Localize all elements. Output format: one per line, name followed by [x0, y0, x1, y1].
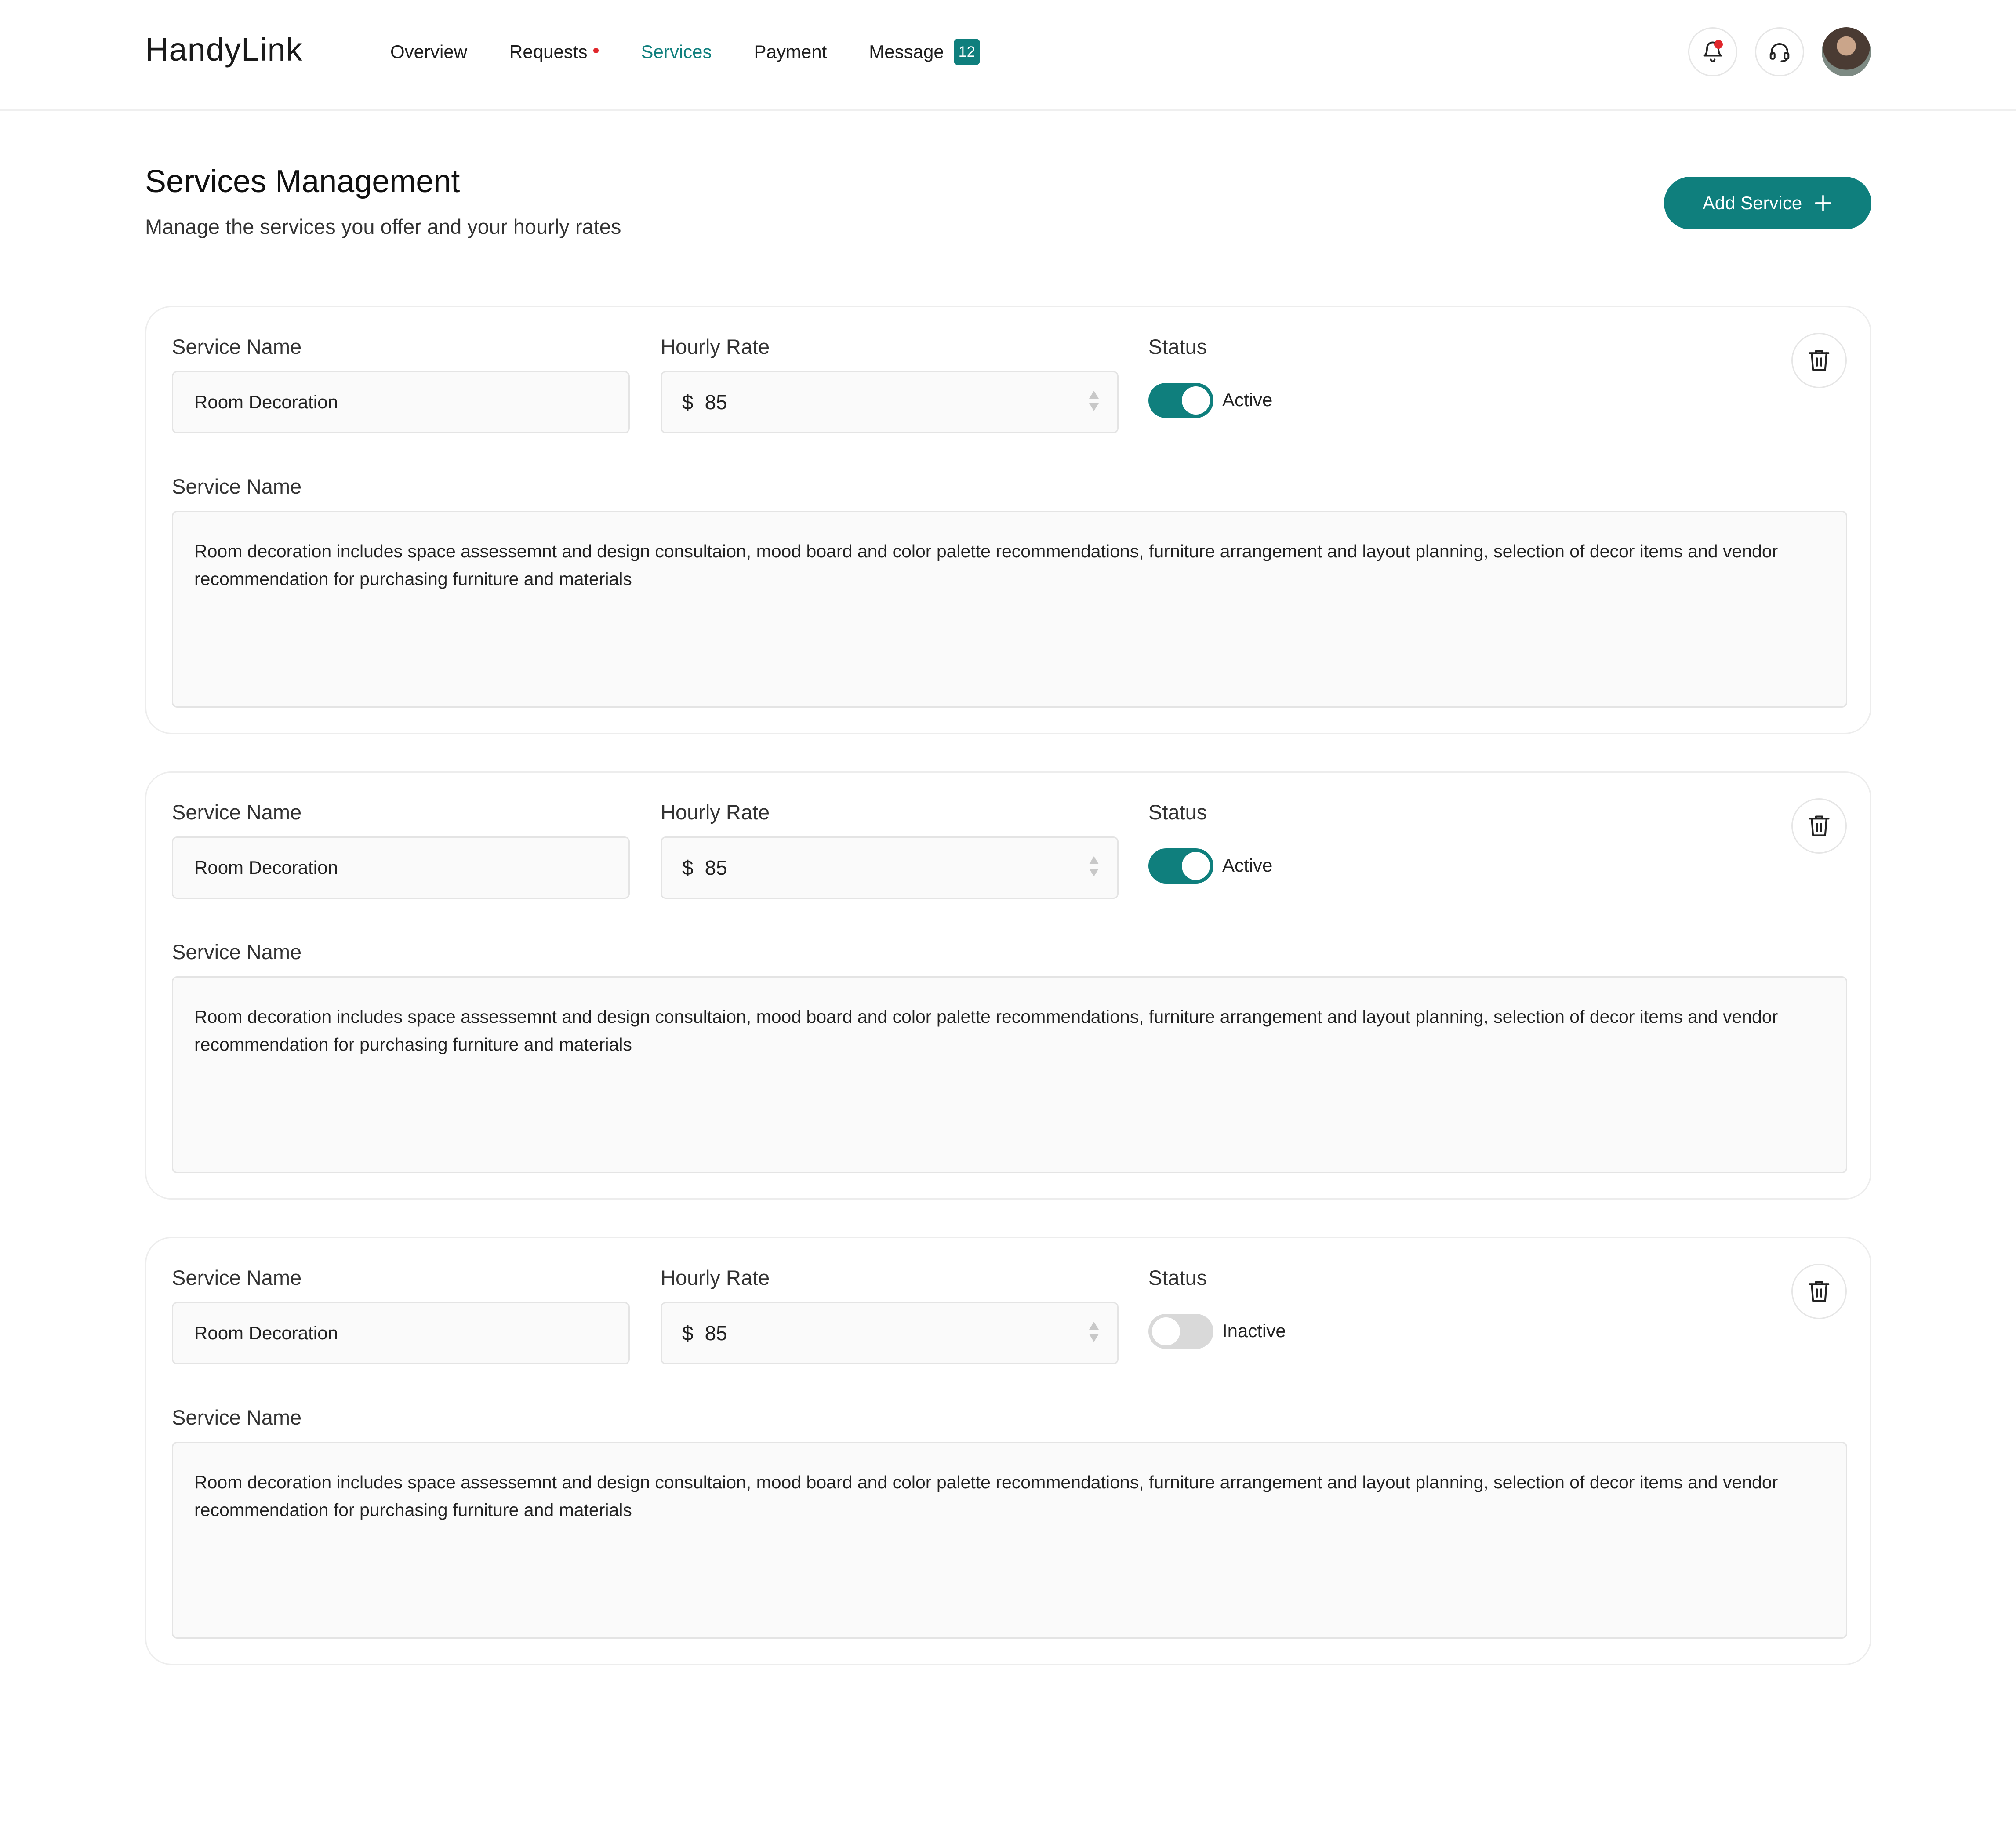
status-text: Active: [1222, 389, 1273, 410]
hourly-rate-input[interactable]: [661, 371, 1119, 433]
status-text: Active: [1222, 855, 1273, 876]
delete-service-button[interactable]: [1791, 798, 1847, 854]
message-count-badge: 12: [954, 39, 980, 65]
hourly-rate-value: 85: [705, 856, 727, 879]
service-description-text: Room decoration includes space assessemnt and design consultaion, mood board and color palette recommendations, furniture arrangement and layout planning, selection of decor items and vendor recommendation for purchasing furniture and materials: [194, 1007, 1778, 1054]
nav-message-label: Message: [869, 41, 944, 62]
service-description-text: Room decoration includes space assessemnt and design consultaion, mood board and color palette recommendations, furniture arrangement and layout planning, selection of decor items and vendor recommendation for purchasing furniture and materials: [194, 541, 1778, 589]
hourly-rate-value: 85: [705, 1322, 727, 1345]
nav-requests[interactable]: [509, 41, 599, 62]
service-name-value: Room Decoration: [194, 857, 338, 878]
stepper-up-icon[interactable]: [1089, 1322, 1099, 1330]
hourly-rate-label: Hourly Rate: [661, 1266, 770, 1289]
headset-icon: [1768, 40, 1791, 64]
status-label: Status: [1148, 1266, 1207, 1289]
service-name-label: Service Name: [172, 800, 302, 824]
currency-symbol: $: [682, 1322, 694, 1345]
currency-symbol: $: [682, 391, 694, 414]
rate-stepper[interactable]: [1089, 391, 1099, 411]
nav-payment[interactable]: [754, 41, 827, 62]
description-label: Service Name: [172, 1406, 302, 1429]
support-button[interactable]: [1755, 27, 1804, 76]
status-toggle[interactable]: [1148, 1314, 1213, 1349]
nav-services-label: Services: [641, 41, 712, 62]
service-card: [145, 306, 1871, 734]
status-toggle[interactable]: [1148, 383, 1213, 418]
add-service-label: Add Service: [1702, 193, 1802, 213]
description-label: Service Name: [172, 940, 302, 964]
stepper-down-icon[interactable]: [1089, 869, 1099, 876]
nav-services[interactable]: [641, 41, 712, 62]
user-avatar[interactable]: [1822, 27, 1871, 76]
hourly-rate-label: Hourly Rate: [661, 800, 770, 824]
hourly-rate-input[interactable]: [661, 1302, 1119, 1364]
service-card: [145, 771, 1871, 1200]
hourly-rate-value: 85: [705, 391, 727, 414]
nav-message[interactable]: [869, 39, 980, 65]
service-name-input[interactable]: [172, 371, 630, 433]
status-text: Inactive: [1222, 1320, 1286, 1341]
status-label: Status: [1148, 800, 1207, 824]
delete-service-button[interactable]: [1791, 1264, 1847, 1319]
service-name-value: Room Decoration: [194, 1323, 338, 1343]
service-name-input[interactable]: [172, 836, 630, 899]
rate-stepper[interactable]: [1089, 1322, 1099, 1342]
page-title: Services Management: [145, 164, 460, 199]
hourly-rate-input[interactable]: [661, 836, 1119, 899]
nav-overview[interactable]: [390, 41, 467, 62]
stepper-down-icon[interactable]: [1089, 1334, 1099, 1342]
brand-logo[interactable]: HandyLink: [145, 31, 303, 68]
status-toggle[interactable]: [1148, 848, 1213, 884]
service-description-textarea[interactable]: [172, 1442, 1847, 1639]
notification-dot: [1714, 40, 1723, 49]
service-description-text: Room decoration includes space assessemnt and design consultaion, mood board and color palette recommendations, furniture arrangement and layout planning, selection of decor items and vendor recommendation for purchasing furniture and materials: [194, 1472, 1778, 1520]
trash-icon: [1806, 1278, 1832, 1305]
service-name-input[interactable]: [172, 1302, 630, 1364]
toggle-knob: [1152, 1317, 1180, 1345]
service-description-textarea[interactable]: [172, 976, 1847, 1173]
delete-service-button[interactable]: [1791, 333, 1847, 388]
description-label: Service Name: [172, 475, 302, 498]
requests-unread-dot: [593, 48, 599, 53]
status-label: Status: [1148, 335, 1207, 358]
header-actions: [1671, 27, 1871, 76]
service-name-label: Service Name: [172, 335, 302, 358]
rate-stepper[interactable]: [1089, 856, 1099, 876]
add-service-button[interactable]: [1664, 177, 1871, 229]
trash-icon: [1806, 347, 1832, 374]
service-name-label: Service Name: [172, 1266, 302, 1289]
page-subtitle: Manage the services you offer and your hourly rates: [145, 215, 621, 238]
notifications-button[interactable]: [1688, 27, 1737, 76]
nav-requests-label: Requests: [509, 41, 588, 62]
currency-symbol: $: [682, 856, 694, 879]
service-description-textarea[interactable]: [172, 511, 1847, 708]
trash-icon: [1806, 812, 1832, 840]
service-name-value: Room Decoration: [194, 392, 338, 412]
main-nav: [390, 0, 1022, 104]
stepper-down-icon[interactable]: [1089, 403, 1099, 411]
nav-payment-label: Payment: [754, 41, 827, 62]
stepper-up-icon[interactable]: [1089, 856, 1099, 864]
plus-icon: [1813, 193, 1833, 213]
toggle-knob: [1182, 852, 1210, 880]
stepper-up-icon[interactable]: [1089, 391, 1099, 399]
top-navigation-bar: [0, 0, 2016, 111]
toggle-knob: [1182, 386, 1210, 415]
nav-overview-label: Overview: [390, 41, 468, 62]
service-card: [145, 1237, 1871, 1665]
hourly-rate-label: Hourly Rate: [661, 335, 770, 358]
